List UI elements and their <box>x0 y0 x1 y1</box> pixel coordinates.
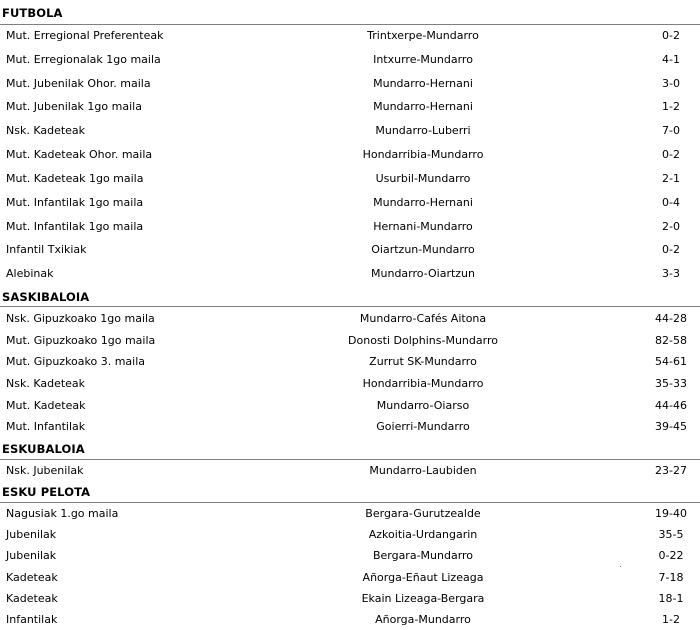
match-label: Azkoitia-Urdangarin <box>368 528 478 541</box>
result-row <box>0 591 700 607</box>
score-label: 39-45 <box>655 420 687 433</box>
result-row <box>0 266 700 282</box>
score-label: 7-18 <box>658 571 684 584</box>
result-row <box>0 52 700 68</box>
section-divider <box>0 24 700 25</box>
stray-mark <box>620 566 621 567</box>
match-label: Ekain Lizeaga-Bergara <box>361 592 485 605</box>
result-row <box>0 527 700 543</box>
result-row <box>0 419 700 435</box>
category-label: Mut. Gipuzkoako 3. maila <box>6 355 146 368</box>
section-title: ESKUBALOIA <box>2 442 85 456</box>
category-label: Mut. Jubenilak 1go maila <box>6 100 142 113</box>
category-label: Nsk. Jubenilak <box>6 464 84 477</box>
result-row <box>0 548 700 564</box>
category-label: Nsk. Gipuzkoako 1go maila <box>6 312 155 325</box>
category-label: Alebinak <box>6 267 54 280</box>
category-label: Mut. Infantilak 1go maila <box>6 220 144 233</box>
section-divider <box>0 502 700 503</box>
score-label: 2-1 <box>662 172 680 185</box>
section-title: FUTBOLA <box>2 6 63 20</box>
match-label: Zurrut SK-Mundarro <box>369 355 477 368</box>
result-row <box>0 612 700 628</box>
score-label: 0-2 <box>662 148 680 161</box>
score-label: 1-2 <box>662 100 680 113</box>
result-row <box>0 219 700 235</box>
match-label: Mundarro-Cafés Aitona <box>359 312 487 325</box>
match-label: Bergara-Gurutzealde <box>365 507 481 520</box>
category-label: Infantilak <box>6 613 58 626</box>
score-label: 1-2 <box>662 613 680 626</box>
section-title: ESKU PELOTA <box>2 485 91 499</box>
match-label: Hernani-Mundarro <box>373 220 473 233</box>
section-title: SASKIBALOIA <box>2 290 90 304</box>
match-label: Trintxerpe-Mundarro <box>367 29 479 42</box>
category-label: Kadeteak <box>6 571 58 584</box>
match-label: Hondarribia-Mundarro <box>362 148 484 161</box>
score-label: 0-4 <box>662 196 680 209</box>
match-label: Mundarro-Luberri <box>375 124 471 137</box>
score-label: 3-3 <box>662 267 680 280</box>
result-row <box>0 242 700 258</box>
match-label: Oiartzun-Mundarro <box>371 243 475 256</box>
category-label: Mut. Infantilak <box>6 420 86 433</box>
result-row <box>0 311 700 327</box>
category-label: Mut. Erregionalak 1go maila <box>6 53 161 66</box>
result-row <box>0 570 700 586</box>
match-label: Mundarro-Hernani <box>373 196 473 209</box>
category-label: Mut. Gipuzkoako 1go maila <box>6 334 156 347</box>
result-row <box>0 333 700 349</box>
result-row <box>0 398 700 414</box>
score-label: 82-58 <box>655 334 687 347</box>
category-label: Mut. Infantilak 1go maila <box>6 196 144 209</box>
score-label: 54-61 <box>655 355 687 368</box>
score-label: 35-33 <box>655 377 687 390</box>
result-row <box>0 463 700 479</box>
result-row <box>0 123 700 139</box>
result-row <box>0 506 700 522</box>
result-row <box>0 99 700 115</box>
category-label: Nsk. Kadeteak <box>6 124 86 137</box>
match-label: Mundarro-Oiarso <box>376 399 470 412</box>
section-divider <box>0 459 700 460</box>
match-label: Añorga-Eñaut Lizeaga <box>362 571 484 584</box>
result-row <box>0 195 700 211</box>
score-label: 23-27 <box>655 464 687 477</box>
match-label: Mundarro-Oiartzun <box>371 267 475 280</box>
category-label: Kadeteak <box>6 592 58 605</box>
category-label: Mut. Kadeteak <box>6 399 86 412</box>
match-label: Añorga-Mundarro <box>375 613 471 626</box>
score-label: 4-1 <box>662 53 680 66</box>
category-label: Mut. Kadeteak 1go maila <box>6 172 144 185</box>
score-label: 35-5 <box>658 528 684 541</box>
result-row <box>0 376 700 392</box>
match-label: Usurbil-Mundarro <box>375 172 471 185</box>
category-label: Nagusiak 1.go maila <box>6 507 119 520</box>
score-label: 18-1 <box>658 592 684 605</box>
score-label: 7-0 <box>662 124 680 137</box>
score-label: 19-40 <box>655 507 687 520</box>
match-label: Mundarro-Hernani <box>373 77 473 90</box>
category-label: Mut. Erregional Preferenteak <box>6 29 164 42</box>
category-label: Mut. Jubenilak Ohor. maila <box>6 77 151 90</box>
score-label: 0-2 <box>662 243 680 256</box>
match-label: Hondarribia-Mundarro <box>362 377 484 390</box>
score-label: 2-0 <box>662 220 680 233</box>
result-row <box>0 76 700 92</box>
category-label: Mut. Kadeteak Ohor. maila <box>6 148 153 161</box>
score-label: 44-28 <box>655 312 687 325</box>
score-label: 0-22 <box>658 549 684 562</box>
match-label: Intxurre-Mundarro <box>373 53 473 66</box>
match-label: Donosti Dolphins-Mundarro <box>348 334 498 347</box>
category-label: Infantil Txikiak <box>6 243 87 256</box>
match-label: Goierri-Mundarro <box>376 420 470 433</box>
category-label: Jubenilak <box>6 528 57 541</box>
category-label: Nsk. Kadeteak <box>6 377 86 390</box>
match-label: Mundarro-Hernani <box>373 100 473 113</box>
section-divider <box>0 306 700 307</box>
result-row <box>0 147 700 163</box>
score-label: 0-2 <box>662 29 680 42</box>
category-label: Jubenilak <box>6 549 57 562</box>
score-label: 3-0 <box>662 77 680 90</box>
result-row <box>0 354 700 370</box>
match-label: Bergara-Mundarro <box>372 549 474 562</box>
score-label: 44-46 <box>655 399 687 412</box>
match-label: Mundarro-Laubiden <box>369 464 477 477</box>
result-row <box>0 171 700 187</box>
result-row <box>0 28 700 44</box>
